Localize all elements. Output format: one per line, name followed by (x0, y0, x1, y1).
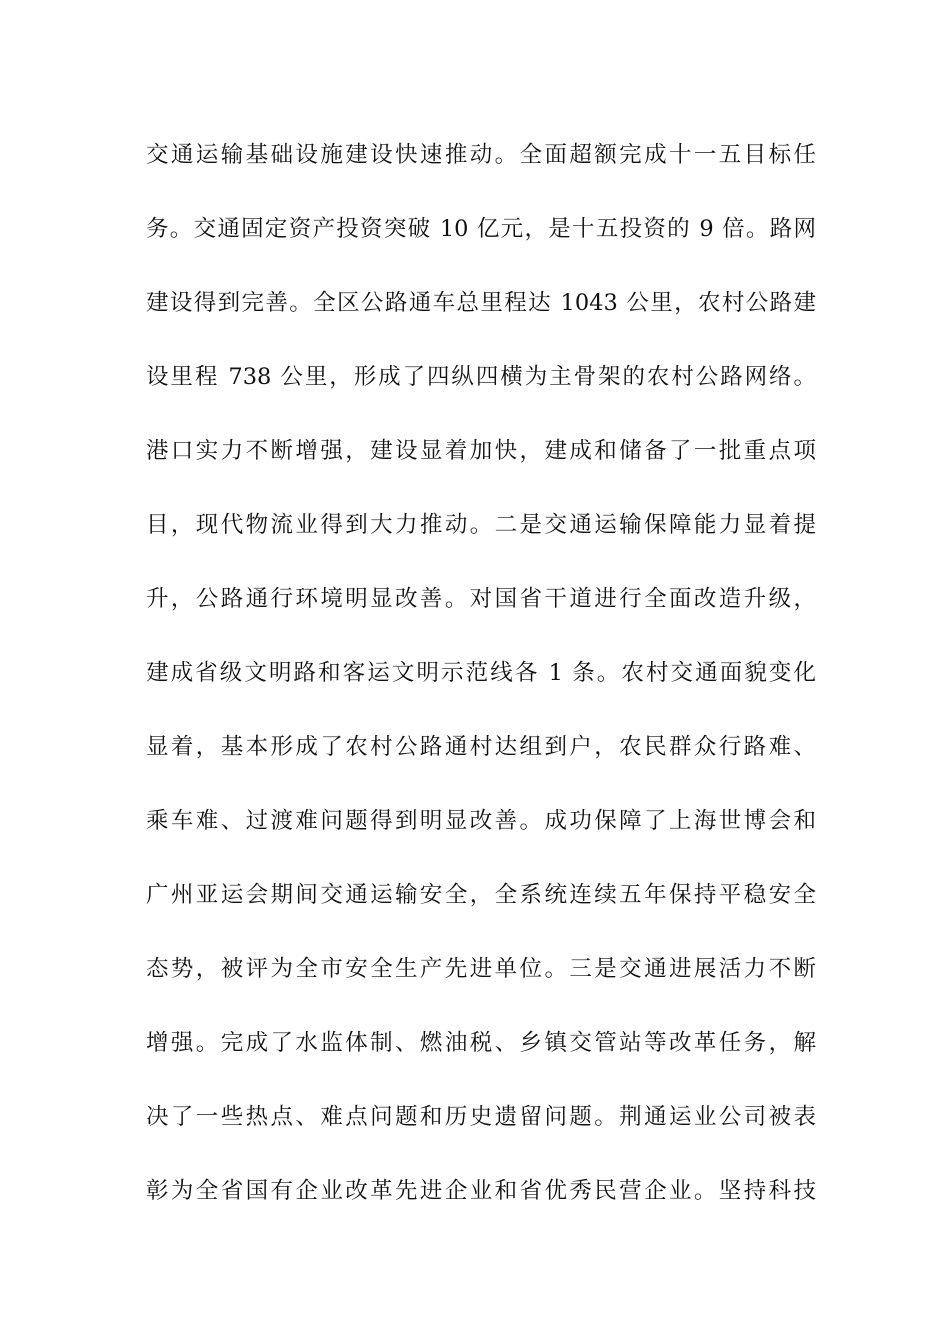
text-line-8: 建成省级文明路和客运文明示范线各 1 条。农村交通面貌变化 (146, 660, 816, 686)
text-line-9: 显着，基本形成了农村公路通村达组到户，农民群众行路难、 (146, 734, 816, 760)
text-line-4: 设里程 738 公里，形成了四纵四横为主骨架的农村公路网络。 (146, 364, 816, 390)
text-line-14: 决了一些热点、难点问题和历史遗留问题。荆通运业公司被表 (146, 1104, 816, 1130)
text-line-12: 态势，被评为全市安全生产先进单位。三是交通进展活力不断 (146, 956, 816, 982)
text-line-15: 彰为全省国有企业改革先进企业和省优秀民营企业。坚持科技 (146, 1178, 816, 1204)
text-line-5: 港口实力不断增强，建设显着加快，建成和储备了一批重点项 (146, 438, 816, 464)
text-line-3: 建设得到完善。全区公路通车总里程达 1043 公里，农村公路建 (146, 290, 816, 316)
text-line-2: 务。交通固定资产投资突破 10 亿元，是十五投资的 9 倍。路网 (146, 216, 816, 242)
text-line-13: 增强。完成了水监体制、燃油税、乡镇交管站等改革任务，解 (146, 1030, 816, 1056)
text-line-1: 交通运输基础设施建设快速推动。全面超额完成十一五目标任 (146, 142, 816, 168)
text-line-7: 升，公路通行环境明显改善。对国省干道进行全面改造升级， (146, 586, 816, 612)
body-text (146, 130, 816, 1240)
text-line-10: 乘车难、过渡难问题得到明显改善。成功保障了上海世博会和 (146, 808, 816, 834)
text-line-11: 广州亚运会期间交通运输安全，全系统连续五年保持平稳安全 (146, 882, 816, 908)
text-line-6: 目，现代物流业得到大力推动。二是交通运输保障能力显着提 (146, 512, 816, 538)
